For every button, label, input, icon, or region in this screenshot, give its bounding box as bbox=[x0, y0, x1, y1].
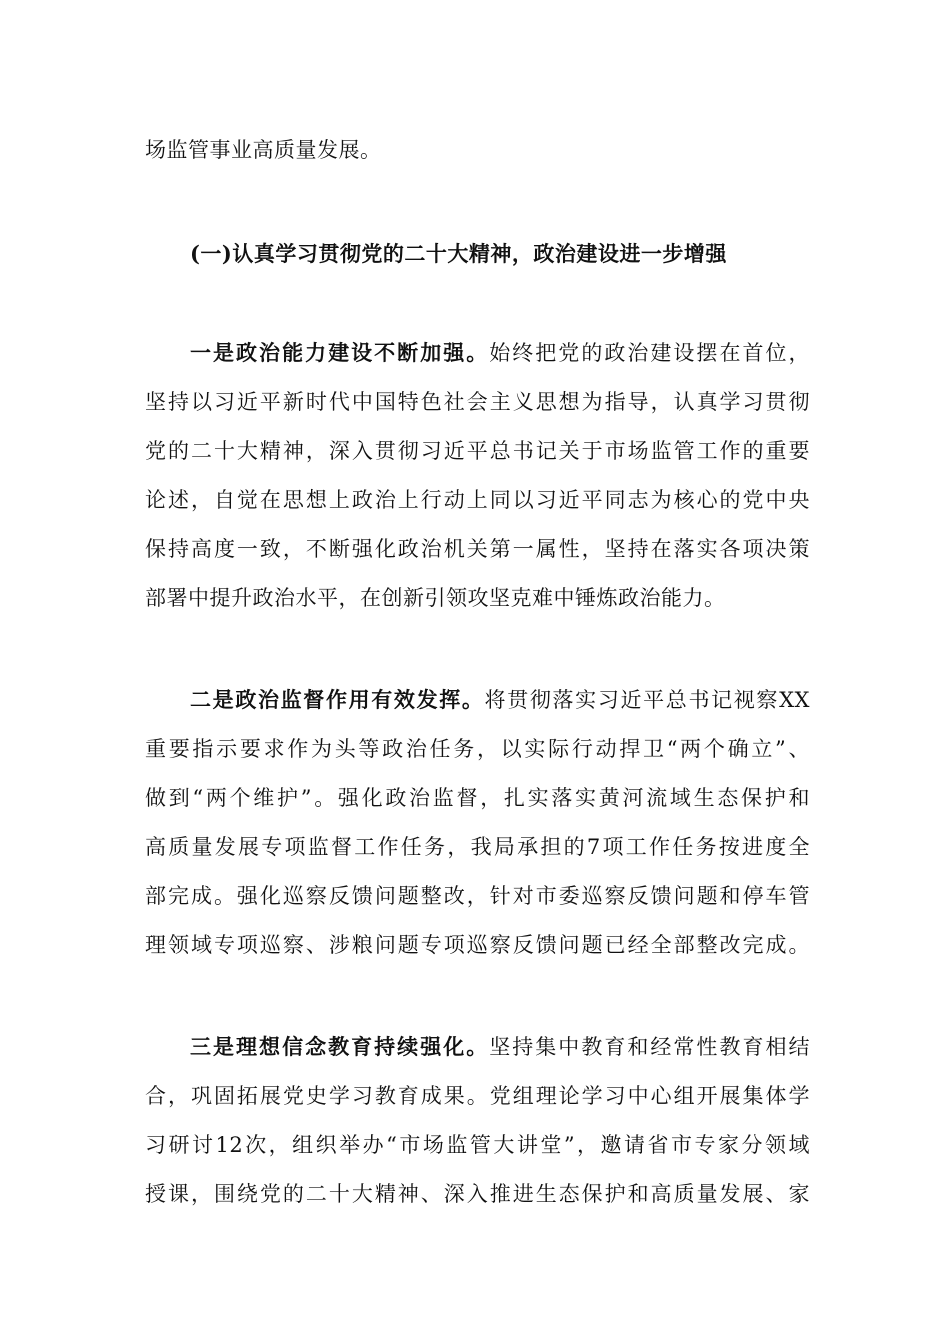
paragraph-1-line-4: 论述，自觉在思想上政治上行动上同以习近平同志为核心的党中央 bbox=[145, 488, 810, 512]
paragraph-3-line-1-text: 坚持集中教育和经常性教育相结 bbox=[489, 1035, 810, 1059]
paragraph-3-line-3: 习研讨12次，组织举办“市场监管大讲堂”，邀请省市专家分领域 bbox=[145, 1133, 810, 1157]
paragraph-2-line-1-text: 将贯彻落实习近平总书记视察XX bbox=[484, 688, 810, 712]
paragraph-1-lead: 一是政治能力建设不断加强。 bbox=[190, 340, 490, 365]
paragraph-2-line-3: 做到“两个维护”。强化政治监督，扎实落实黄河流域生态保护和 bbox=[145, 786, 810, 810]
paragraph-1-line-3: 党的二十大精神，深入贯彻习近平总书记关于市场监管工作的重要 bbox=[145, 439, 810, 463]
paragraph-2-line-4: 高质量发展专项监督工作任务，我局承担的7项工作任务按进度全 bbox=[145, 835, 810, 859]
intro-tail-line: 场监管事业高质量发展。 bbox=[145, 138, 382, 162]
paragraph-2-line-1 bbox=[190, 688, 810, 712]
section-heading: (一)认真学习贯彻党的二十大精神，政治建设进一步增强 bbox=[190, 241, 727, 266]
paragraph-2-line-5: 部完成。强化巡察反馈问题整改，针对市委巡察反馈问题和停车管 bbox=[145, 884, 810, 908]
paragraph-3-line-1 bbox=[190, 1035, 810, 1059]
paragraph-1-line-6: 部署中提升政治水平，在创新引领攻坚克难中锤炼政治能力。 bbox=[145, 586, 726, 610]
paragraph-1-line-1 bbox=[190, 341, 810, 365]
paragraph-2-lead: 二是政治监督作用有效发挥。 bbox=[190, 687, 485, 712]
paragraph-3-line-2: 合，巩固拓展党史学习教育成果。党组理论学习中心组开展集体学 bbox=[145, 1084, 810, 1108]
paragraph-1-line-2: 坚持以习近平新时代中国特色社会主义思想为指导，认真学习贯彻 bbox=[145, 390, 810, 414]
paragraph-1-line-1-text: 始终把党的政治建设摆在首位， bbox=[489, 341, 810, 365]
paragraph-1-line-5: 保持高度一致，不断强化政治机关第一属性，坚持在落实各项决策 bbox=[145, 537, 810, 561]
paragraph-2-line-2: 重要指示要求作为头等政治任务，以实际行动捍卫“两个确立”、 bbox=[145, 737, 810, 761]
paragraph-3-lead: 三是理想信念教育持续强化。 bbox=[190, 1034, 490, 1059]
paragraph-2-line-6: 理领域专项巡察、涉粮问题专项巡察反馈问题已经全部整改完成。 bbox=[145, 933, 810, 957]
paragraph-3-line-4: 授课，围绕党的二十大精神、深入推进生态保护和高质量发展、家 bbox=[145, 1182, 810, 1206]
